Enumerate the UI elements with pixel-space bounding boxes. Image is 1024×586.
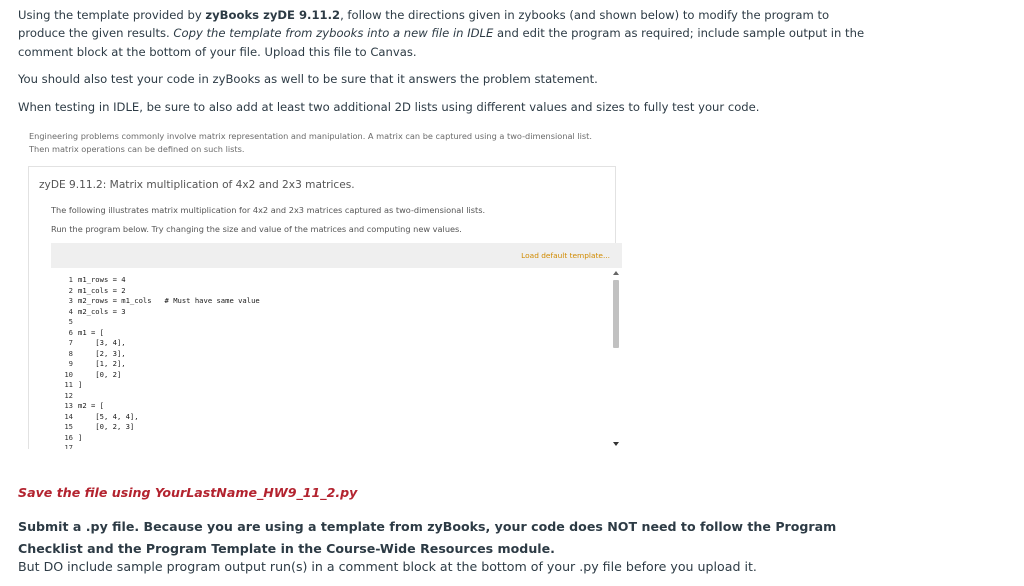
line-number: 16 [64,432,73,442]
line-number: 11 [64,380,73,389]
scroll-down-arrow-icon[interactable] [613,442,619,446]
intro-line-2: Then matrix operations can be defined on such lists. [29,144,245,154]
scrollbar-thumb[interactable] [613,280,619,348]
output-instruction: But DO include sample program output run(s) in a comment block at the bottom of your .py file before you upload it. [18,559,757,574]
code-line[interactable]: [1, 2], [78,359,126,368]
zyde-reference: zyBooks zyDE 9.11.2 [205,8,341,22]
zyde-title: zyDE 9.11.2: Matrix multiplication of 4x2 and 2x3 matrices. [39,179,355,191]
editor-scrollbar[interactable] [612,271,620,446]
code-line[interactable]: m2_rows = m1_cols # Must have same value [78,296,260,305]
editor-toolbar [51,243,622,268]
line-number: 12 [64,390,73,400]
line-number: 14 [64,411,73,421]
copy-template-note: Copy the template from zybooks into a new file in IDLE [173,26,494,41]
code-line[interactable]: [5, 4, 4], [78,411,139,421]
code-line[interactable] [78,317,260,328]
code-line[interactable]: ] [78,380,83,389]
instructions-paragraph-2: You should also test your code in zyBooks as well to be sure that it answers the problem statement. [18,72,598,86]
instructions-paragraph-1 [18,6,878,61]
line-number: 9 [68,359,73,368]
line-number: 13 [64,401,73,410]
scroll-up-arrow-icon[interactable] [613,271,619,275]
code-line[interactable]: m1 = [ [78,327,104,337]
p1-text-c: , follow the directions given in zybooks (and shown below) to modify the program to produce the given results. [18,8,830,41]
zyde-description-2: Run the program below. Try changing the size and value of the matrices and computing new values. [51,224,462,234]
code-line[interactable]: [0, 2] [78,369,122,379]
line-number: 2 [68,285,73,295]
line-number: 7 [68,338,73,347]
load-default-template-link[interactable]: Load default template... [521,251,610,260]
line-number: 4 [68,306,73,316]
line-number: 6 [68,327,73,337]
line-number: 3 [68,296,73,305]
code-line[interactable]: m2 = [ [78,401,104,410]
instructions-paragraph-3: When testing in IDLE, be sure to also add at least two additional 2D lists using different values and sizes to fully test your code. [18,100,760,114]
code-area[interactable] [78,275,260,449]
save-filename-instruction: Save the file using YourLastName_HW9_11_2.py [18,485,358,500]
p1-text-a: Using the template provided by [18,8,206,22]
submit-instruction: Submit a .py file. Because you are using a template from zyBooks, your code does NOT need to follow the Program Checklist and the Program Template in the Course-Wide Resources module. [18,519,837,556]
line-number: 15 [64,422,73,431]
code-line[interactable]: ] [78,432,83,442]
zybook-intro [29,130,592,156]
line-number: 10 [64,369,73,379]
code-line[interactable]: [3, 4], [78,338,126,347]
p1-text-e: and edit the program as required; include sample output in the comment block at the bottom of your file. Upload this file to Canvas. [18,26,865,59]
line-number: 1 [68,275,73,284]
zyde-description-1: The following illustrates matrix multiplication for 4x2 and 2x3 matrices captured as two-dimensional lists. [51,205,486,215]
code-line[interactable] [78,443,260,449]
code-line[interactable]: [2, 3], [78,348,126,358]
zyde-panel [28,166,616,449]
code-line[interactable]: m2_cols = 3 [78,306,126,316]
code-line[interactable]: m1_rows = 4 [78,275,126,284]
intro-line-1: Engineering problems commonly involve matrix representation and manipulation. A matrix can be captured using a two-dimensional list. [29,131,592,141]
line-number: 5 [68,317,73,326]
code-line[interactable]: m1_cols = 2 [78,285,126,295]
code-editor[interactable] [51,268,622,449]
line-number-gutter [51,275,73,449]
line-number: 8 [68,348,73,358]
code-line[interactable] [78,391,260,402]
code-line[interactable]: [0, 2, 3] [78,422,135,431]
line-number: 17 [64,443,73,449]
